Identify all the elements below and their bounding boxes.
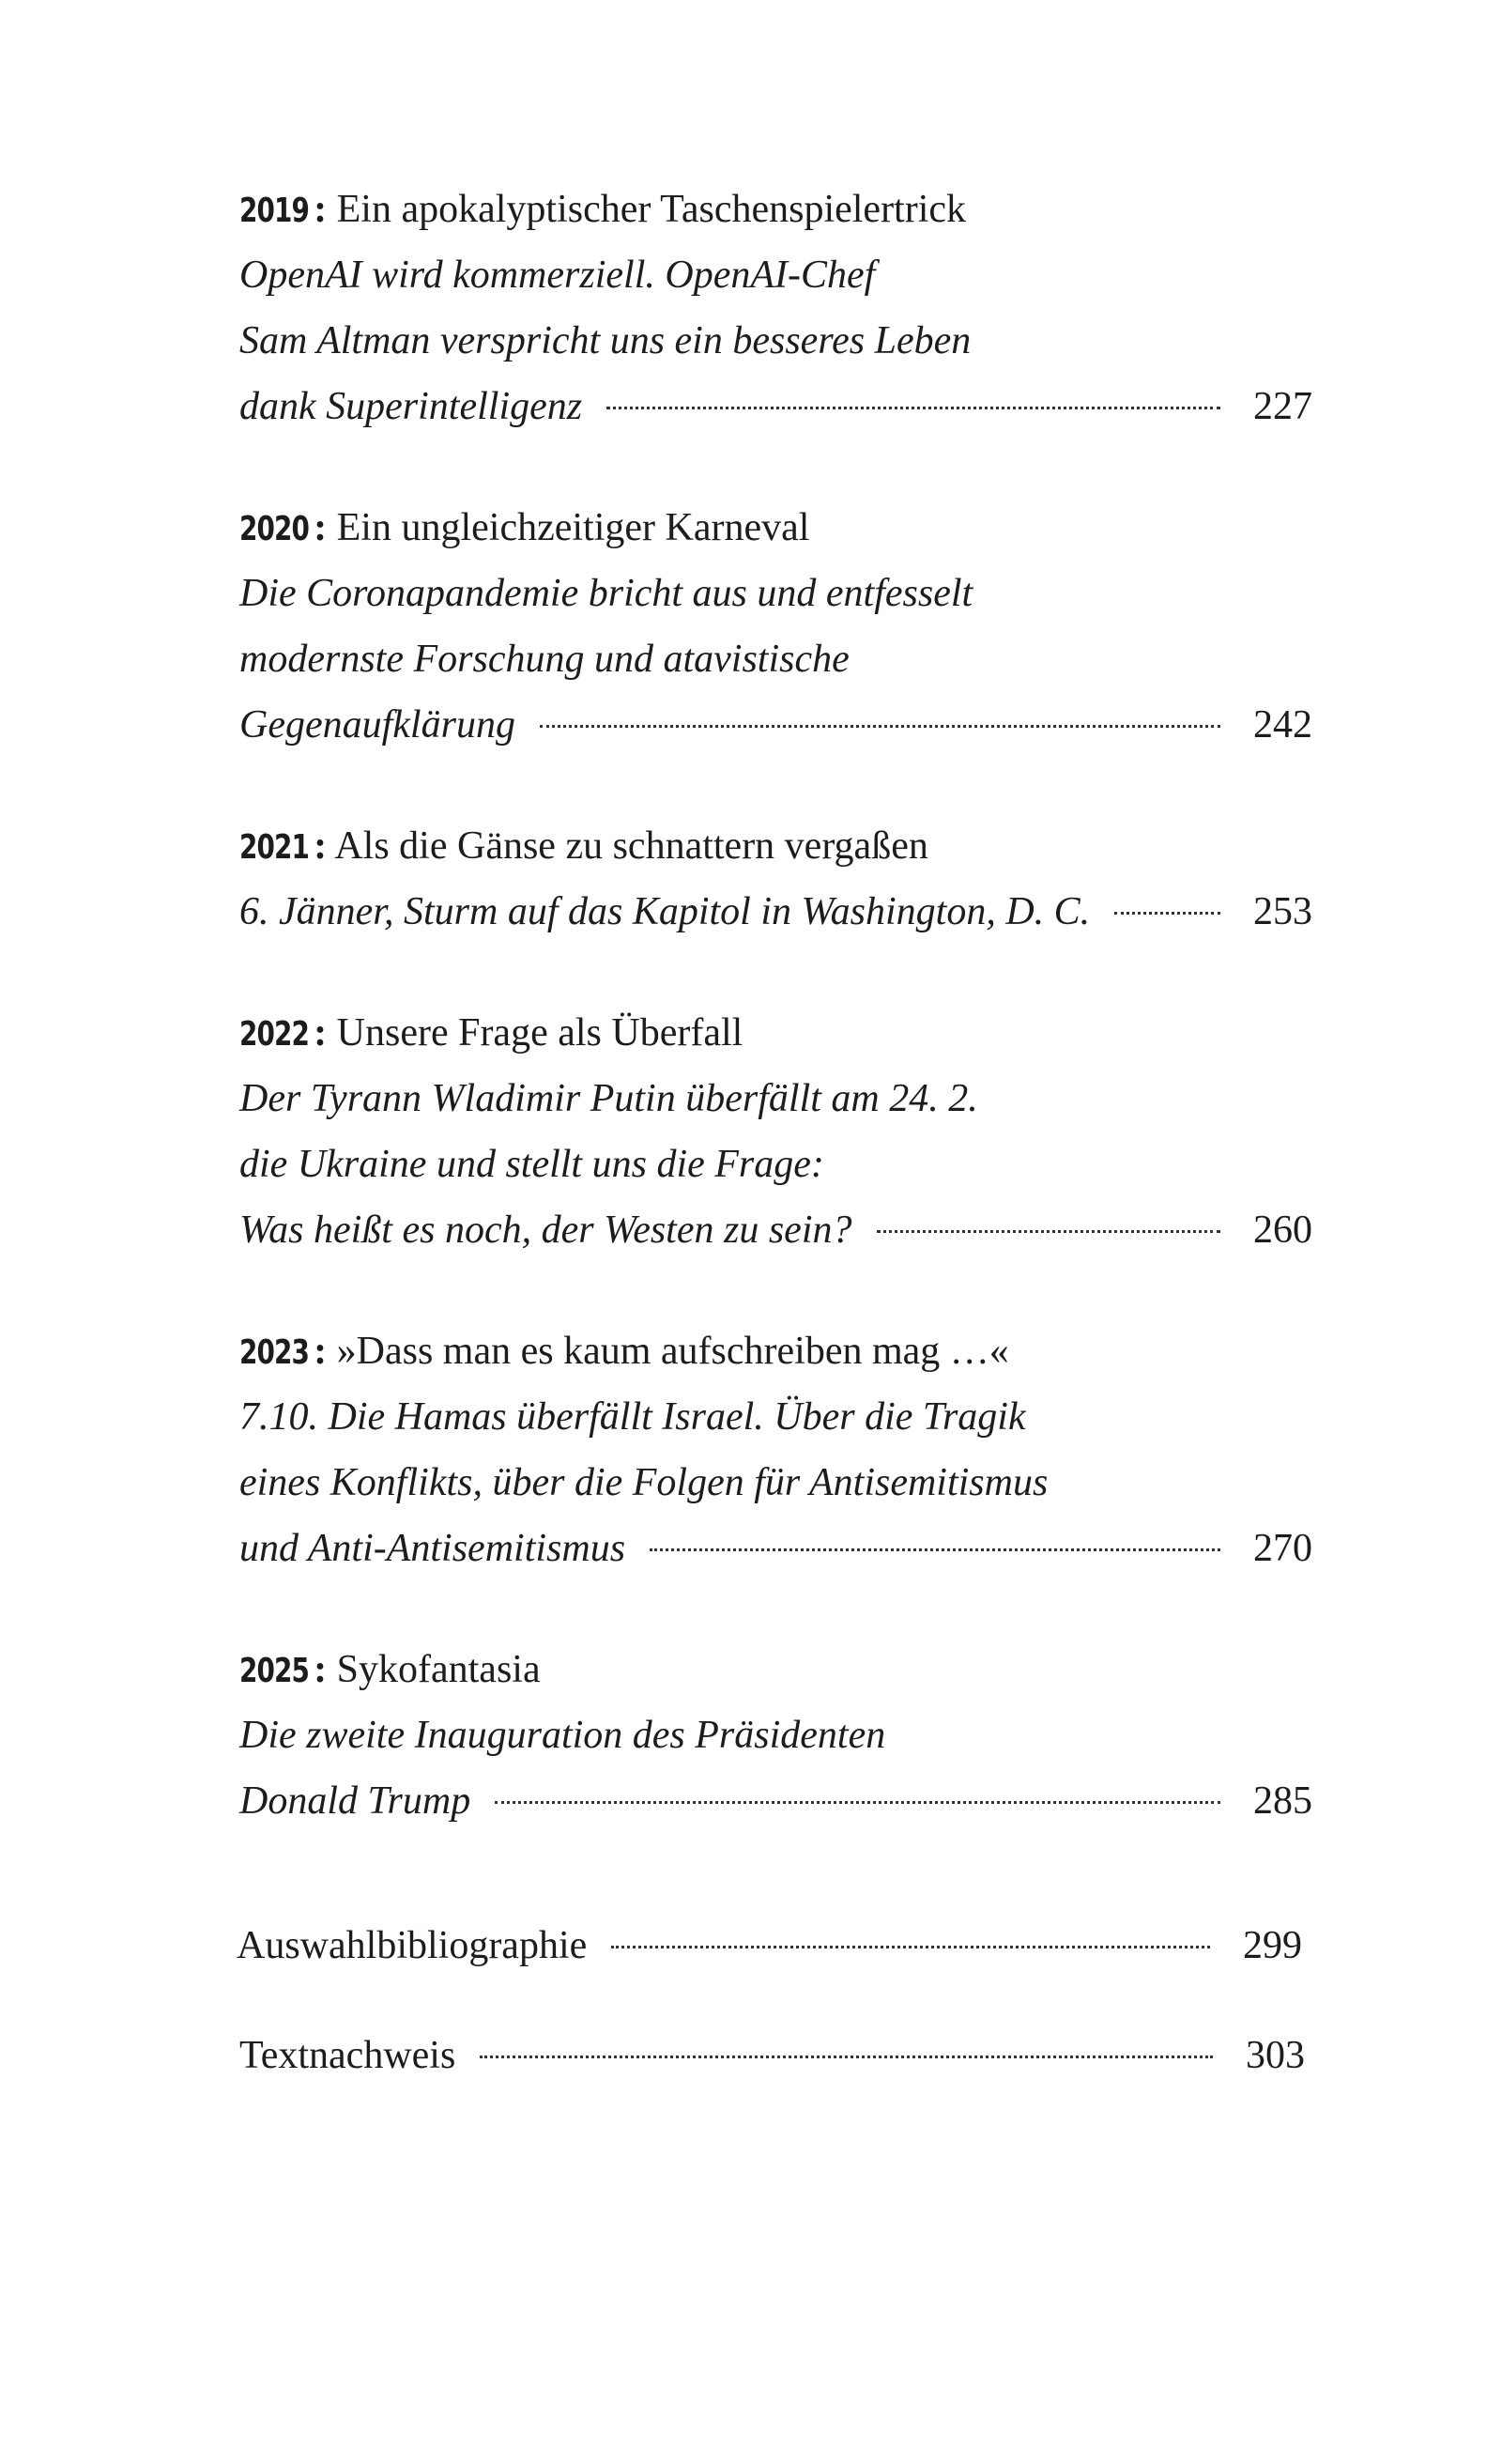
page-number: 299 bbox=[1243, 1924, 1302, 1967]
entry-last-row bbox=[239, 1768, 1312, 1834]
page-number: 227 bbox=[1253, 385, 1312, 428]
entry-subtitle-line: Der Tyrann Wladimir Putin überfällt am 24. 2. bbox=[239, 1077, 978, 1120]
dot-leader bbox=[1114, 912, 1220, 915]
entry-year: 2022 bbox=[239, 1015, 310, 1054]
page-number: 242 bbox=[1253, 703, 1312, 747]
dot-leader bbox=[480, 2056, 1213, 2058]
entry-subtitle-line: 7.10. Die Hamas überfällt Israel. Über die Tragik bbox=[239, 1395, 1026, 1439]
entry-subtitle-line: modernste Forschung und atavistische bbox=[239, 638, 850, 681]
entry-title-line: 2022 : Unsere Frage als Überfall bbox=[239, 1000, 1312, 1066]
entry-title: Als die Gänse zu schnattern vergaßen bbox=[334, 824, 928, 868]
entry-subtitle-line: die Ukraine und stellt uns die Frage: bbox=[239, 1143, 824, 1186]
toc-entry-2020 bbox=[239, 495, 1312, 758]
entry-year: 2021 bbox=[239, 828, 310, 867]
entry-title: Ein apokalyptischer Taschenspielertrick bbox=[336, 188, 967, 231]
toc-entry-2021 bbox=[239, 813, 1312, 945]
entry-title-line: 2020 : Ein ungleichzeitiger Karneval bbox=[239, 495, 1312, 561]
toc-entry-2022 bbox=[239, 1000, 1312, 1263]
entry-title: »Dass man es kaum aufschreiben mag …« bbox=[336, 1330, 1009, 1373]
toc-entry-2025 bbox=[239, 1637, 1312, 1834]
entry-subtitle-line: eines Konflikts, über die Folgen für Antisemitismus bbox=[239, 1461, 1049, 1504]
dot-leader bbox=[540, 725, 1220, 728]
dot-leader bbox=[606, 407, 1220, 409]
page-number: 270 bbox=[1253, 1527, 1312, 1570]
entry-title-line: 2019 : Ein apokalyptischer Taschenspielertrick bbox=[239, 177, 1312, 242]
entry-title-line: 2025 : Sykofantasia bbox=[239, 1637, 1312, 1702]
entry-subtitle-last: Donald Trump bbox=[239, 1779, 471, 1823]
entry-subtitle-line: Sam Altman verspricht uns ein besseres Leben bbox=[239, 319, 972, 362]
entry-last-row bbox=[239, 879, 1312, 945]
entry-subtitle-last: Gegenaufklärung bbox=[239, 703, 515, 747]
dot-leader bbox=[650, 1548, 1220, 1551]
toc-entry-2023 bbox=[239, 1318, 1312, 1581]
entry-subtitle-last: Was heißt es noch, der Westen zu sein? bbox=[239, 1209, 852, 1252]
entry-year: 2019 bbox=[239, 192, 310, 230]
entry-subtitle-last: 6. Jänner, Sturm auf das Kapitol in Washington, D. C. bbox=[239, 890, 1091, 933]
entry-last-row bbox=[239, 374, 1312, 439]
entry-subtitle-line: Die zweite Inauguration des Präsidenten bbox=[239, 1714, 886, 1757]
dot-leader bbox=[611, 1946, 1210, 1948]
appendix-label: Auswahlbibliographie bbox=[237, 1924, 588, 1967]
entry-year: 2023 bbox=[239, 1333, 310, 1372]
toc-entry-textnachweis bbox=[239, 2023, 1305, 2088]
entry-title: Sykofantasia bbox=[336, 1648, 541, 1691]
entry-last-row bbox=[239, 692, 1312, 758]
page-number: 285 bbox=[1253, 1779, 1312, 1823]
page-number: 253 bbox=[1253, 890, 1312, 933]
appendix-label: Textnachweis bbox=[239, 2034, 456, 2077]
entry-subtitle-last: dank Superintelligenz bbox=[239, 385, 583, 428]
entry-title: Ein ungleichzeitiger Karneval bbox=[336, 506, 810, 549]
entry-year: 2025 bbox=[239, 1652, 310, 1690]
entry-title: Unsere Frage als Überfall bbox=[336, 1011, 743, 1055]
entry-year: 2020 bbox=[239, 510, 310, 548]
toc-entry-bibliography bbox=[237, 1913, 1302, 1979]
entry-subtitle-line: Die Coronapandemie bricht aus und entfesselt bbox=[239, 572, 973, 615]
toc-entry-2019 bbox=[239, 177, 1312, 439]
entry-subtitle-line: OpenAI wird kommerziell. OpenAI-Chef bbox=[239, 254, 876, 297]
entry-last-row bbox=[239, 1197, 1312, 1263]
table-of-contents bbox=[239, 177, 1312, 2126]
entry-subtitle-last: und Anti-Antisemitismus bbox=[239, 1527, 626, 1570]
entry-last-row bbox=[239, 1516, 1312, 1581]
page-number: 303 bbox=[1246, 2034, 1305, 2077]
dot-leader bbox=[495, 1801, 1220, 1804]
entry-title-line: 2021 : Als die Gänse zu schnattern vergaßen bbox=[239, 813, 1312, 879]
entry-title-line: 2023 : »Dass man es kaum aufschreiben mag …« bbox=[239, 1318, 1312, 1384]
page-number: 260 bbox=[1253, 1209, 1312, 1252]
dot-leader bbox=[877, 1230, 1221, 1233]
